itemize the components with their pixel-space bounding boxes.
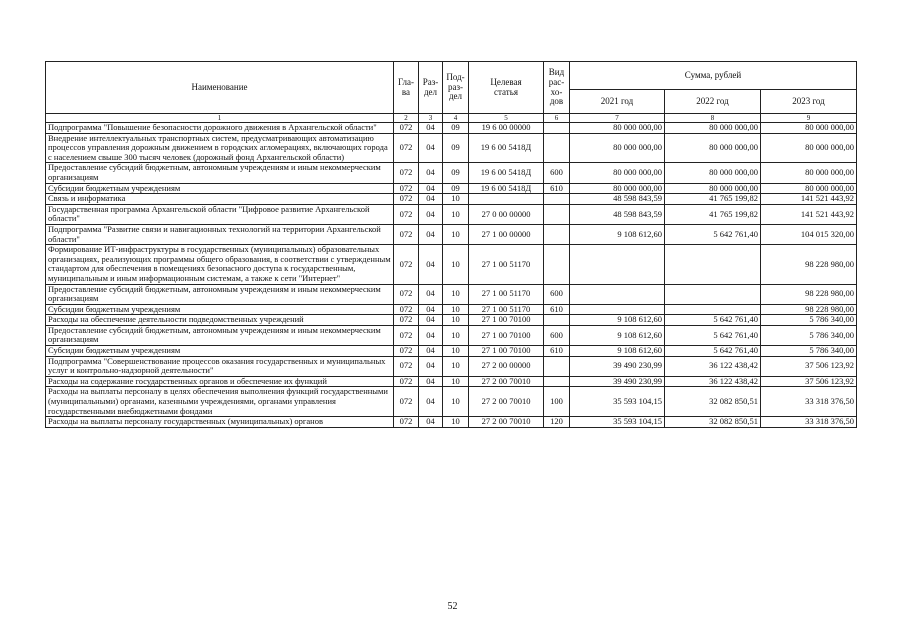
- cell-target-article: 19 6 00 5418Д: [469, 163, 544, 183]
- cell-sum-2021: 80 000 000,00: [570, 133, 665, 163]
- cell-podrazdel: 10: [443, 325, 469, 345]
- cell-sum-2021: 9 108 612,60: [570, 224, 665, 244]
- cell-name: Предоставление субсидий бюджетным, автономным учреждениям и иным некоммерческим организациям: [46, 284, 394, 304]
- cell-glava: 072: [394, 224, 419, 244]
- cell-expense-type: [544, 245, 570, 284]
- cell-razdel: 04: [419, 417, 443, 428]
- cell-sum-2023: 141 521 443,92: [761, 194, 857, 205]
- cell-name: Подпрограмма "Развитие связи и навигационных технологий на территории Архангельской области": [46, 224, 394, 244]
- table-row: [46, 387, 857, 417]
- cell-podrazdel: 10: [443, 376, 469, 387]
- table-row: [46, 304, 857, 315]
- cell-sum-2022: [665, 245, 761, 284]
- cell-expense-type: 610: [544, 183, 570, 194]
- cell-razdel: 04: [419, 387, 443, 417]
- cell-target-article: 27 1 00 51170: [469, 245, 544, 284]
- table-row: [46, 245, 857, 284]
- cell-sum-2022: 41 765 199,82: [665, 194, 761, 205]
- cell-name: Формирование ИТ-инфраструктуры в государственных (муниципальных) образовательных организациях, реализующих программы общего образования, в соответствии с утвержденным стандартом для обеспечения в помещениях безопасного доступа к государственным, муниципальным и иным информационным системам, а также к сети "Интернет": [46, 245, 394, 284]
- table-row: [46, 284, 857, 304]
- cell-target-article: 19 6 00 00000: [469, 123, 544, 134]
- cell-name: Расходы на обеспечение деятельности подведомственных учреждений: [46, 315, 394, 326]
- cell-glava: 072: [394, 356, 419, 376]
- header-sum: Сумма, рублей: [570, 62, 857, 90]
- cell-sum-2021: 39 490 230,99: [570, 356, 665, 376]
- cell-glava: 072: [394, 204, 419, 224]
- cell-expense-type: [544, 194, 570, 205]
- column-number-row: [46, 114, 857, 123]
- cell-target-article: 27 2 00 00000: [469, 356, 544, 376]
- cell-target-article: 27 2 00 70010: [469, 417, 544, 428]
- cell-sum-2023: 80 000 000,00: [761, 123, 857, 134]
- cell-glava: 072: [394, 194, 419, 205]
- table-row: [46, 325, 857, 345]
- cell-razdel: 04: [419, 224, 443, 244]
- cell-sum-2022: [665, 284, 761, 304]
- budget-table: [45, 61, 857, 428]
- cell-sum-2023: 37 506 123,92: [761, 356, 857, 376]
- cell-sum-2022: 41 765 199,82: [665, 204, 761, 224]
- table-row: [46, 123, 857, 134]
- page-number: 52: [447, 601, 458, 612]
- cell-glava: 072: [394, 325, 419, 345]
- header-target: Целевая статья: [469, 62, 544, 114]
- cell-target-article: 27 2 00 70010: [469, 376, 544, 387]
- cell-podrazdel: 10: [443, 245, 469, 284]
- table-row: [46, 224, 857, 244]
- cell-target-article: 19 6 00 5418Д: [469, 133, 544, 163]
- cell-sum-2022: 32 082 850,51: [665, 387, 761, 417]
- cell-sum-2022: 36 122 438,42: [665, 356, 761, 376]
- cell-sum-2021: 39 490 230,99: [570, 376, 665, 387]
- column-number: 1: [46, 114, 394, 123]
- cell-sum-2022: [665, 304, 761, 315]
- column-number: 3: [419, 114, 443, 123]
- cell-sum-2021: 9 108 612,60: [570, 315, 665, 326]
- cell-name: Расходы на содержание государственных органов и обеспечение их функций: [46, 376, 394, 387]
- cell-sum-2022: 5 642 761,40: [665, 325, 761, 345]
- cell-target-article: 19 6 00 5418Д: [469, 183, 544, 194]
- cell-razdel: 04: [419, 284, 443, 304]
- cell-sum-2023: 37 506 123,92: [761, 376, 857, 387]
- cell-podrazdel: 10: [443, 304, 469, 315]
- header-glava: Гла- ва: [394, 62, 419, 114]
- header-year-2021: 2021 год: [570, 90, 665, 114]
- cell-sum-2022: 80 000 000,00: [665, 183, 761, 194]
- header-year-2023: 2023 год: [761, 90, 857, 114]
- table-row: [46, 163, 857, 183]
- cell-expense-type: [544, 356, 570, 376]
- column-number: 7: [570, 114, 665, 123]
- cell-sum-2023: 104 015 320,00: [761, 224, 857, 244]
- cell-sum-2023: 98 228 980,00: [761, 304, 857, 315]
- cell-sum-2021: 80 000 000,00: [570, 183, 665, 194]
- cell-name: Предоставление субсидий бюджетным, автономным учреждениям и иным некоммерческим организациям: [46, 163, 394, 183]
- cell-expense-type: 600: [544, 325, 570, 345]
- header-vid: Вид рас- хо- дов: [544, 62, 570, 114]
- column-number: 8: [665, 114, 761, 123]
- cell-name: Связь и информатика: [46, 194, 394, 205]
- cell-sum-2022: 32 082 850,51: [665, 417, 761, 428]
- table-row: [46, 346, 857, 357]
- header-razdel: Раз- дел: [419, 62, 443, 114]
- table-row: [46, 133, 857, 163]
- cell-sum-2022: 5 642 761,40: [665, 346, 761, 357]
- cell-expense-type: 120: [544, 417, 570, 428]
- cell-glava: 072: [394, 315, 419, 326]
- cell-sum-2021: 80 000 000,00: [570, 163, 665, 183]
- column-number: 4: [443, 114, 469, 123]
- cell-glava: 072: [394, 123, 419, 134]
- cell-sum-2023: 141 521 443,92: [761, 204, 857, 224]
- cell-target-article: 27 1 00 00000: [469, 224, 544, 244]
- table-body: [46, 123, 857, 428]
- cell-podrazdel: 09: [443, 123, 469, 134]
- cell-expense-type: [544, 133, 570, 163]
- cell-name: Расходы на выплаты персоналу государственных (муниципальных) органов: [46, 417, 394, 428]
- cell-sum-2021: 35 593 104,15: [570, 417, 665, 428]
- cell-razdel: 04: [419, 304, 443, 315]
- cell-sum-2023: 98 228 980,00: [761, 245, 857, 284]
- cell-target-article: 27 2 00 70010: [469, 387, 544, 417]
- cell-target-article: 27 1 00 51170: [469, 304, 544, 315]
- cell-sum-2023: 33 318 376,50: [761, 417, 857, 428]
- cell-sum-2022: 80 000 000,00: [665, 133, 761, 163]
- cell-target-article: 27 0 00 00000: [469, 204, 544, 224]
- cell-podrazdel: 10: [443, 387, 469, 417]
- cell-podrazdel: 10: [443, 194, 469, 205]
- cell-sum-2021: 80 000 000,00: [570, 123, 665, 134]
- table-row: [46, 183, 857, 194]
- cell-sum-2023: 98 228 980,00: [761, 284, 857, 304]
- column-number: 9: [761, 114, 857, 123]
- cell-glava: 072: [394, 133, 419, 163]
- cell-sum-2022: 5 642 761,40: [665, 224, 761, 244]
- cell-podrazdel: 10: [443, 346, 469, 357]
- cell-razdel: 04: [419, 346, 443, 357]
- cell-razdel: 04: [419, 133, 443, 163]
- cell-sum-2021: 48 598 843,59: [570, 204, 665, 224]
- cell-glava: 072: [394, 284, 419, 304]
- cell-podrazdel: 10: [443, 315, 469, 326]
- cell-glava: 072: [394, 376, 419, 387]
- column-number: 6: [544, 114, 570, 123]
- cell-sum-2021: 35 593 104,15: [570, 387, 665, 417]
- cell-glava: 072: [394, 417, 419, 428]
- cell-glava: 072: [394, 346, 419, 357]
- table-row: [46, 194, 857, 205]
- cell-podrazdel: 09: [443, 183, 469, 194]
- header-podrazdel: Под- раз- дел: [443, 62, 469, 114]
- cell-expense-type: [544, 315, 570, 326]
- cell-expense-type: [544, 123, 570, 134]
- cell-sum-2021: [570, 245, 665, 284]
- cell-sum-2021: 9 108 612,60: [570, 325, 665, 345]
- table-row: [46, 204, 857, 224]
- cell-razdel: 04: [419, 376, 443, 387]
- cell-expense-type: 600: [544, 163, 570, 183]
- cell-razdel: 04: [419, 356, 443, 376]
- column-number: 5: [469, 114, 544, 123]
- header-name: Наименование: [46, 62, 394, 114]
- cell-name: Внедрение интеллектуальных транспортных систем, предусматривающих автоматизацию процессов управления дорожным движением в городских агломерациях, включающих города с населением свыше 300 тысяч человек (дорожный фонд Архангельской области): [46, 133, 394, 163]
- table-row: [46, 376, 857, 387]
- cell-name: Расходы на выплаты персоналу в целях обеспечения выполнения функций государственными (муниципальными) органами, казенными учреждениями, органами управления государственными внебюджетными фондами: [46, 387, 394, 417]
- cell-sum-2023: 33 318 376,50: [761, 387, 857, 417]
- cell-sum-2023: 5 786 340,00: [761, 315, 857, 326]
- column-number: 2: [394, 114, 419, 123]
- cell-name: Субсидии бюджетным учреждениям: [46, 346, 394, 357]
- header-year-2022: 2022 год: [665, 90, 761, 114]
- cell-sum-2021: 48 598 843,59: [570, 194, 665, 205]
- cell-target-article: 27 1 00 51170: [469, 284, 544, 304]
- table-row: [46, 315, 857, 326]
- cell-podrazdel: 10: [443, 417, 469, 428]
- cell-sum-2023: 80 000 000,00: [761, 133, 857, 163]
- cell-sum-2022: 36 122 438,42: [665, 376, 761, 387]
- cell-name: Предоставление субсидий бюджетным, автономным учреждениям и иным некоммерческим организациям: [46, 325, 394, 345]
- cell-sum-2021: [570, 304, 665, 315]
- cell-expense-type: 100: [544, 387, 570, 417]
- cell-target-article: 27 1 00 70100: [469, 315, 544, 326]
- cell-podrazdel: 10: [443, 224, 469, 244]
- cell-expense-type: [544, 224, 570, 244]
- cell-razdel: 04: [419, 315, 443, 326]
- cell-razdel: 04: [419, 204, 443, 224]
- cell-target-article: 27 1 00 70100: [469, 325, 544, 345]
- cell-sum-2022: 80 000 000,00: [665, 163, 761, 183]
- cell-podrazdel: 09: [443, 163, 469, 183]
- cell-name: Государственная программа Архангельской области "Цифровое развитие Архангельской области": [46, 204, 394, 224]
- cell-expense-type: [544, 204, 570, 224]
- cell-sum-2023: 80 000 000,00: [761, 163, 857, 183]
- cell-name: Субсидии бюджетным учреждениям: [46, 183, 394, 194]
- cell-glava: 072: [394, 183, 419, 194]
- cell-name: Субсидии бюджетным учреждениям: [46, 304, 394, 315]
- cell-glava: 072: [394, 387, 419, 417]
- cell-sum-2022: 5 642 761,40: [665, 315, 761, 326]
- cell-glava: 072: [394, 304, 419, 315]
- cell-razdel: 04: [419, 163, 443, 183]
- cell-glava: 072: [394, 163, 419, 183]
- cell-sum-2021: 9 108 612,60: [570, 346, 665, 357]
- cell-expense-type: 610: [544, 346, 570, 357]
- table-row: [46, 356, 857, 376]
- cell-sum-2023: 5 786 340,00: [761, 325, 857, 345]
- cell-name: Подпрограмма "Повышение безопасности дорожного движения в Архангельской области": [46, 123, 394, 134]
- cell-sum-2022: 80 000 000,00: [665, 123, 761, 134]
- cell-expense-type: [544, 376, 570, 387]
- cell-podrazdel: 10: [443, 284, 469, 304]
- cell-razdel: 04: [419, 183, 443, 194]
- cell-razdel: 04: [419, 245, 443, 284]
- cell-target-article: 27 1 00 70100: [469, 346, 544, 357]
- cell-target-article: [469, 194, 544, 205]
- cell-razdel: 04: [419, 123, 443, 134]
- cell-glava: 072: [394, 245, 419, 284]
- table-row: [46, 417, 857, 428]
- cell-sum-2023: 80 000 000,00: [761, 183, 857, 194]
- cell-name: Подпрограмма "Совершенствование процессов оказания государственных и муниципальных услуг и контрольно-надзорной деятельности": [46, 356, 394, 376]
- cell-sum-2021: [570, 284, 665, 304]
- cell-razdel: 04: [419, 325, 443, 345]
- cell-expense-type: 610: [544, 304, 570, 315]
- cell-podrazdel: 09: [443, 133, 469, 163]
- cell-sum-2023: 5 786 340,00: [761, 346, 857, 357]
- cell-razdel: 04: [419, 194, 443, 205]
- cell-podrazdel: 10: [443, 356, 469, 376]
- cell-podrazdel: 10: [443, 204, 469, 224]
- cell-expense-type: 600: [544, 284, 570, 304]
